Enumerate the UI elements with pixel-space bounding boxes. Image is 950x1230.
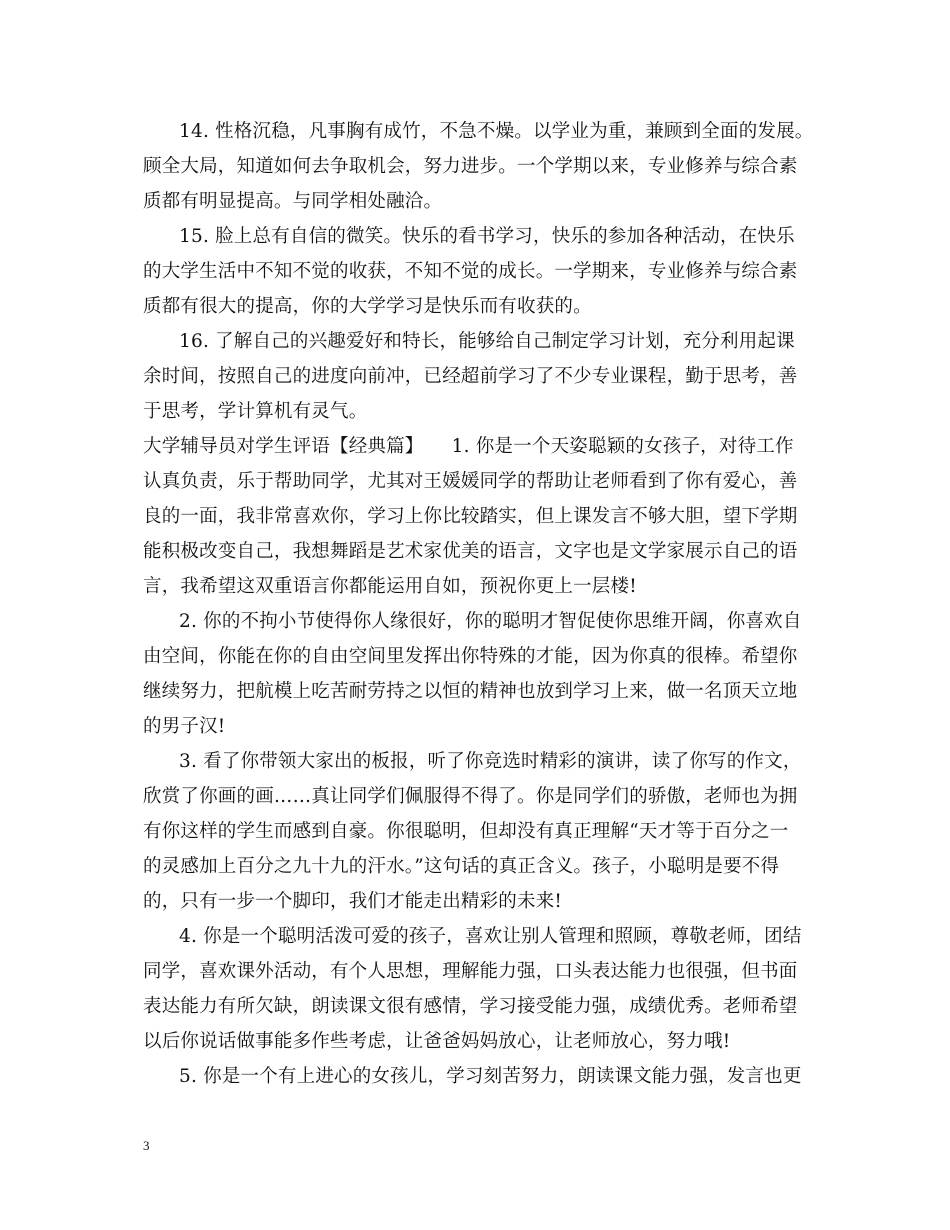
paragraph-line: 于思考，学计算机有灵气。 <box>143 401 368 422</box>
paragraph-line: 质都有明显提高。与同学相处融洽。 <box>143 191 443 212</box>
paragraph-line: 2. 你的不拘小节使得你人缘很好，你的聪明才智促使你思维开阔，你喜欢自 <box>179 611 802 632</box>
paragraph-line: 的灵感加上百分之九十九的汗水。”这句话的真正含义。孩子，小聪明是要不得 <box>143 856 780 877</box>
paragraph-line: 的，只有一步一个脚印，我们才能走出精彩的未来! <box>143 891 563 912</box>
paragraph-line: 继续努力，把航模上吃苦耐劳持之以恒的精神也放到学习上来，做一名顶天立地 <box>143 681 798 702</box>
paragraph-line: 认真负责，乐于帮助同学，尤其对王媛媛同学的帮助让老师看到了你有爱心，善 <box>143 471 798 492</box>
paragraph-line: 同学，喜欢课外活动，有个人思想，理解能力强，口头表达能力也很强，但书面 <box>143 961 798 982</box>
paragraph-line: 顾全大局，知道如何去争取机会，努力进步。一个学期以来，专业修养与综合素 <box>143 156 798 177</box>
paragraph-line: 欣赏了你画的画……真让同学们佩服得不得了。你是同学们的骄傲，老师也为拥 <box>143 786 798 807</box>
paragraph-line: 14. 性格沉稳，凡事胸有成竹，不急不燥。以学业为重，兼顾到全面的发展。 <box>179 121 814 142</box>
paragraph-line: 以后你说话做事能多作些考虑，让爸爸妈妈放心，让老师放心，努力哦! <box>143 1031 731 1052</box>
paragraph-line: 良的一面，我非常喜欢你，学习上你比较踏实，但上课发言不够大胆，望下学期 <box>143 506 798 527</box>
paragraph-line: 的大学生活中不知不觉的收获，不知不觉的成长。一学期来，专业修养与综合素 <box>143 261 798 282</box>
paragraph-line: 的男子汉! <box>143 716 226 737</box>
paragraph-line: 16. 了解自己的兴趣爱好和特长，能够给自己制定学习计划，充分利用起课 <box>179 331 795 352</box>
paragraph-line: 有你这样的学生而感到自豪。你很聪明，但却没有真正理解“天才等于百分之一 <box>143 821 789 842</box>
paragraph-line: 由空间，你能在你的自由空间里发挥出你特殊的才能，因为你真的很棒。希望你 <box>143 646 798 667</box>
paragraph-line: 表达能力有所欠缺，朗读课文很有感情，学习接受能力强，成绩优秀。老师希望 <box>143 996 798 1017</box>
paragraph-line: 质都有很大的提高，你的大学学习是快乐而有收获的。 <box>143 296 592 317</box>
paragraph-line: 能积极改变自己，我想舞蹈是艺术家优美的语言，文字也是文学家展示自己的语 <box>143 541 798 562</box>
paragraph-line: 余时间，按照自己的进度向前冲，已经超前学习了不少专业课程，勤于思考，善 <box>143 366 798 387</box>
paragraph-line: 5. 你是一个有上进心的女孩儿，学习刻苦努力，朗读课文能力强，发言也更 <box>179 1066 802 1087</box>
paragraph-line: 3. 看了你带领大家出的板报，听了你竞选时精彩的演讲，读了你写的作文， <box>179 751 802 772</box>
page-number: 3 <box>143 1138 150 1153</box>
section-heading-line: 大学辅导员对学生评语【经典篇】 1. 你是一个天姿聪颖的女孩子，对待工作 <box>143 436 794 457</box>
paragraph-line: 4. 你是一个聪明活泼可爱的孩子，喜欢让别人管理和照顾，尊敬老师，团结 <box>179 926 802 947</box>
paragraph-line: 言，我希望这双重语言你都能运用自如，预祝你更上一层楼! <box>143 576 637 597</box>
paragraph-line: 15. 脸上总有自信的微笑。快乐的看书学习，快乐的参加各种活动，在快乐 <box>179 226 795 247</box>
